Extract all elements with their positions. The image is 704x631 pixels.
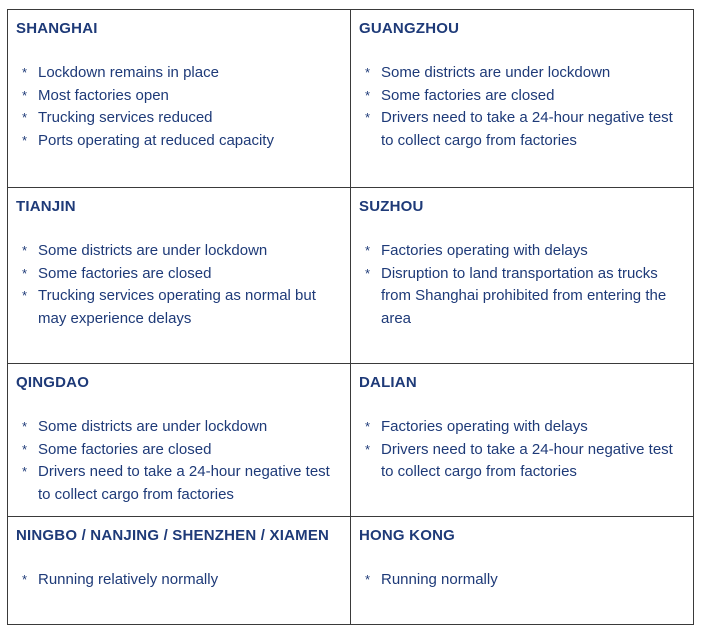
- region-name: DALIAN: [359, 374, 417, 391]
- region-cell-qingdao: [8, 364, 351, 517]
- status-list: [16, 62, 342, 152]
- status-list: [16, 569, 342, 592]
- region-name: HONG KONG: [359, 527, 455, 544]
- bullet-star: *: [365, 87, 371, 103]
- list-item: * Drivers need to take a 24-hour negative test to collect cargo from factories: [22, 463, 330, 503]
- list-item: * Some factories are closed: [359, 85, 685, 108]
- list-item: * Drivers need to take a 24-hour negative test to collect cargo from factories: [365, 109, 673, 149]
- region-name: TIANJIN: [16, 198, 76, 215]
- status-list: [359, 416, 685, 484]
- status-list: [359, 569, 685, 592]
- china-logistics-status-table: [7, 9, 694, 625]
- list-item: * Running relatively normally: [16, 569, 342, 592]
- list-item: * Factories operating with delays: [359, 416, 685, 439]
- list-item: * Some factories are closed: [16, 439, 342, 462]
- region-name: NINGBO / NANJING / SHENZHEN / XIAMEN: [16, 527, 330, 544]
- table-row: [8, 364, 694, 517]
- list-item: * Trucking services operating as normal but may experience delays: [22, 287, 316, 327]
- table-row: [8, 10, 694, 188]
- bullet-star: *: [365, 110, 371, 125]
- bullet-star: *: [22, 419, 28, 434]
- list-item: * Some districts are under lockdown: [16, 416, 342, 439]
- region-name: SHANGHAI: [16, 20, 98, 37]
- bullet-star: *: [22, 65, 28, 80]
- bullet-star: *: [365, 441, 371, 457]
- list-item: * Some districts are under lockdown: [359, 62, 685, 85]
- status-list: [16, 416, 342, 506]
- list-item: * Lockdown remains in place: [16, 62, 342, 85]
- list-item: * Ports operating at reduced capacity: [16, 130, 342, 153]
- table-row: [8, 517, 694, 625]
- bullet-star: *: [22, 464, 28, 479]
- bullet-star: *: [22, 265, 28, 281]
- list-item: * Some factories are closed: [16, 263, 342, 286]
- status-list: [359, 240, 685, 330]
- bullet-star: *: [365, 243, 371, 258]
- region-cell-shanghai: [8, 10, 351, 188]
- bullet-star: *: [22, 132, 28, 148]
- region-cell-tianjin: [8, 188, 351, 364]
- bullet-star: *: [365, 65, 371, 80]
- list-item: * Running normally: [359, 569, 685, 592]
- region-cell-suzhou: [351, 188, 694, 364]
- list-item: * Most factories open: [16, 85, 342, 108]
- table-row: [8, 188, 694, 364]
- region-cell-hong-kong: [351, 517, 694, 625]
- bullet-star: *: [22, 288, 28, 303]
- region-cell-guangzhou: [351, 10, 694, 188]
- status-list: [359, 62, 685, 152]
- bullet-star: *: [22, 243, 28, 258]
- bullet-star: *: [365, 265, 371, 281]
- list-item: * Factories operating with delays: [359, 240, 685, 263]
- list-item: * Drivers need to take a 24-hour negative test to collect cargo from factories: [365, 440, 673, 480]
- region-cell-dalian: [351, 364, 694, 517]
- bullet-star: *: [22, 110, 28, 125]
- bullet-star: *: [365, 572, 371, 587]
- bullet-star: *: [22, 87, 28, 103]
- region-name: GUANGZHOU: [359, 20, 460, 37]
- region-cell-ningbo-nanjing-shenzhen-xiamen: [8, 517, 351, 625]
- region-name: SUZHOU: [359, 198, 424, 215]
- list-item: * Trucking services reduced: [16, 107, 342, 130]
- bullet-star: *: [22, 441, 28, 457]
- bullet-star: *: [22, 572, 28, 587]
- bullet-star: *: [365, 419, 371, 434]
- status-list: [16, 240, 342, 330]
- list-item: * Disruption to land transportation as trucks from Shanghai prohibited from entering the area: [365, 264, 667, 327]
- list-item: * Some districts are under lockdown: [16, 240, 342, 263]
- region-name: QINGDAO: [16, 374, 90, 391]
